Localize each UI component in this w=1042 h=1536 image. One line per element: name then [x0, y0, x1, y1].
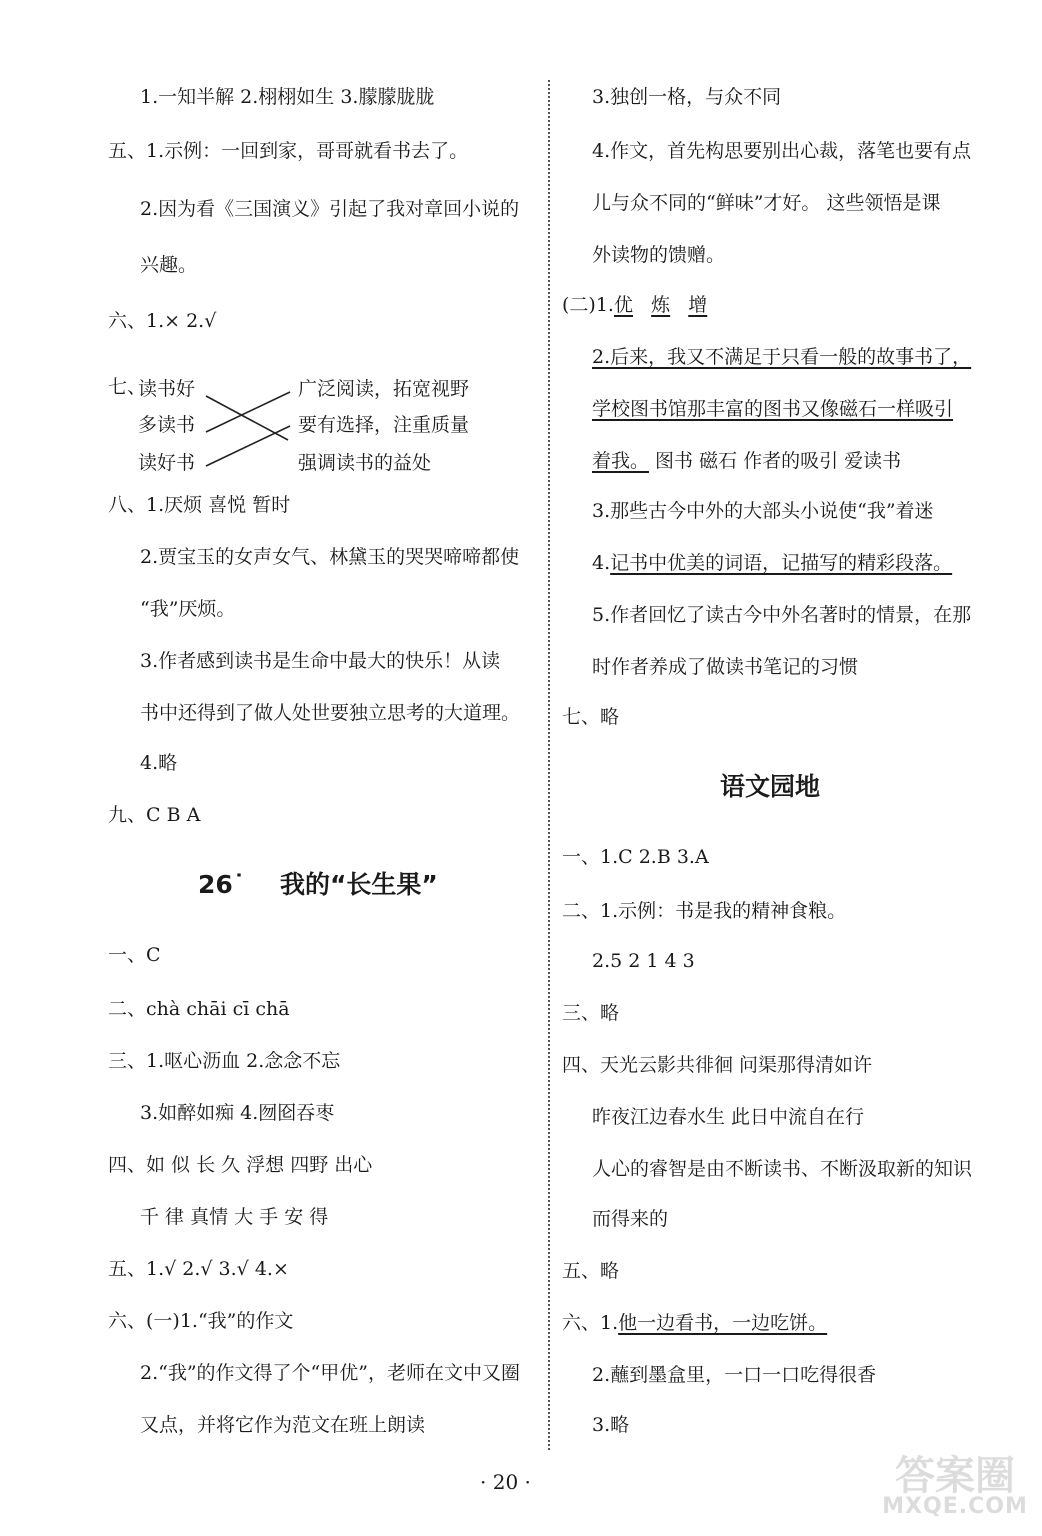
- watermark-url: MXQE.COM: [882, 1494, 1028, 1519]
- match-right-item: 要有选择，注重质量: [298, 414, 470, 436]
- answer-line: 二、1.示例：书是我的精神食粮。: [562, 900, 847, 922]
- underlined-word: 增: [688, 294, 708, 316]
- answer-line: 3.那些古今中外的大部头小说使“我”着迷: [592, 500, 934, 522]
- page-number: · 20 ·: [480, 1470, 531, 1494]
- answer-line: 五、略: [562, 1260, 620, 1282]
- answer-line: 学校图书馆那丰富的图书又像磁石一样吸引: [592, 398, 954, 420]
- answer-line: 4.略: [140, 752, 178, 774]
- underlined-word: 优: [613, 294, 633, 316]
- underlined-text: 记书中优美的词语，记描写的精彩段落。: [610, 552, 953, 574]
- match-right-item: 广泛阅读，拓宽视野: [298, 378, 470, 400]
- answer-line: 昨夜江边春水生 此日中流自在行: [592, 1106, 865, 1128]
- lesson-number: 26˙: [198, 870, 246, 899]
- answer-line: 5.作者回忆了读古今中外名著时的情景，在那: [592, 604, 972, 626]
- answer-line: 3.作者感到读书是生命中最大的快乐！从读: [140, 650, 501, 672]
- underlined-word: 炼: [651, 294, 671, 316]
- answer-line: 2.后来，我又不满足于只看一般的故事书了，: [592, 346, 972, 368]
- answer-line: 外读物的馈赠。: [592, 244, 726, 266]
- answer-line: 4.作文，首先构思要别出心裁，落笔也要有点: [592, 140, 972, 162]
- answer-prefix: 4.: [592, 552, 611, 574]
- answer-line: [562, 1310, 827, 1336]
- section-title: 语文园地: [720, 772, 821, 801]
- answer-line: 三、略: [562, 1002, 620, 1024]
- underlined-text: 着我。: [592, 450, 650, 472]
- answer-line: 五、1.√ 2.√ 3.√ 4.×: [108, 1258, 289, 1280]
- watermark-logo: [880, 1453, 1030, 1526]
- match-left-item: 读书好: [138, 378, 196, 400]
- answer-line: 四、天光云影共徘徊 问渠那得清如许: [562, 1054, 873, 1076]
- answer-line: 三、1.呕心沥血 2.念念不忘: [108, 1050, 341, 1072]
- answer-line: 千 律 真情 大 手 安 得: [140, 1206, 329, 1228]
- answer-line: 2.因为看《三国演义》引起了我对章回小说的: [140, 198, 520, 220]
- watermark-text: 答案圈: [895, 1453, 1015, 1499]
- answer-line: 五、1.示例：一回到家，哥哥就看书去了。: [108, 140, 469, 162]
- answer-line: 1.一知半解 2.栩栩如生 3.朦朦胧胧: [140, 86, 435, 108]
- answer-line: 2.“我”的作文得了个“甲优”，老师在文中又圈: [140, 1362, 520, 1384]
- answer-line: 而得来的: [592, 1208, 669, 1230]
- match-line: [206, 426, 290, 466]
- answer-line: 3.略: [592, 1414, 630, 1436]
- answer-line: 六、(一)1.“我”的作文: [108, 1310, 294, 1332]
- answer-line: 2.蘸到墨盒里，一口一口吃得很香: [592, 1364, 877, 1386]
- answer-line: 一、C: [108, 944, 161, 966]
- answer-line: 六、1.× 2.√: [108, 310, 217, 332]
- section-label: 七、: [108, 376, 147, 398]
- match-left-item: 多读书: [138, 414, 196, 436]
- answer-line: 八、1.厌烦 喜悦 暂时: [108, 494, 291, 516]
- answer-line: 一、1.C 2.B 3.A: [562, 846, 709, 868]
- column-divider: [548, 80, 550, 1450]
- answer-line: 兴趣。: [140, 254, 198, 276]
- answer-line: 书中还得到了做人处世要独立思考的大道理。: [140, 702, 521, 724]
- lesson-title: 我的“长生果”: [280, 870, 438, 899]
- answer-line: [562, 292, 707, 318]
- answer-line: [592, 448, 901, 474]
- answer-line: 2.贾宝玉的女声女气、林黛玉的哭哭啼啼都使: [140, 546, 520, 568]
- answer-line: 3.如醉如痴 4.囫囵吞枣: [140, 1102, 335, 1124]
- answer-prefix: 六、1.: [562, 1312, 619, 1334]
- answer-line: 又点，并将它作为范文在班上朗读: [140, 1414, 426, 1436]
- answer-line: 儿与众不同的“鲜味”才好。 这些领悟是课: [592, 192, 941, 214]
- answer-text: 图书 磁石 作者的吸引 爱读书: [649, 450, 902, 472]
- answer-line: 九、C B A: [108, 804, 201, 826]
- match-left-item: 读好书: [138, 452, 196, 474]
- answer-line: 二、chà chāi cī chā: [108, 998, 290, 1020]
- answer-line: 2.5 2 1 4 3: [592, 950, 695, 972]
- answer-line: 时作者养成了做读书笔记的习惯: [592, 656, 859, 678]
- answer-line: [592, 550, 952, 576]
- answer-line: 四、如 似 长 久 浮想 四野 出心: [108, 1154, 373, 1176]
- answer-line: “我”厌烦。: [140, 598, 236, 620]
- answer-prefix: (二)1.: [562, 294, 614, 316]
- answer-line: 七、略: [562, 706, 620, 728]
- answer-line: 3.独创一格，与众不同: [592, 86, 782, 108]
- answer-line: 人心的睿智是由不断读书、不断汲取新的知识: [592, 1158, 973, 1180]
- underlined-text: 他一边看书，一边吃饼。: [618, 1312, 828, 1334]
- match-line: [206, 392, 290, 432]
- match-right-item: 强调读书的益处: [298, 452, 432, 474]
